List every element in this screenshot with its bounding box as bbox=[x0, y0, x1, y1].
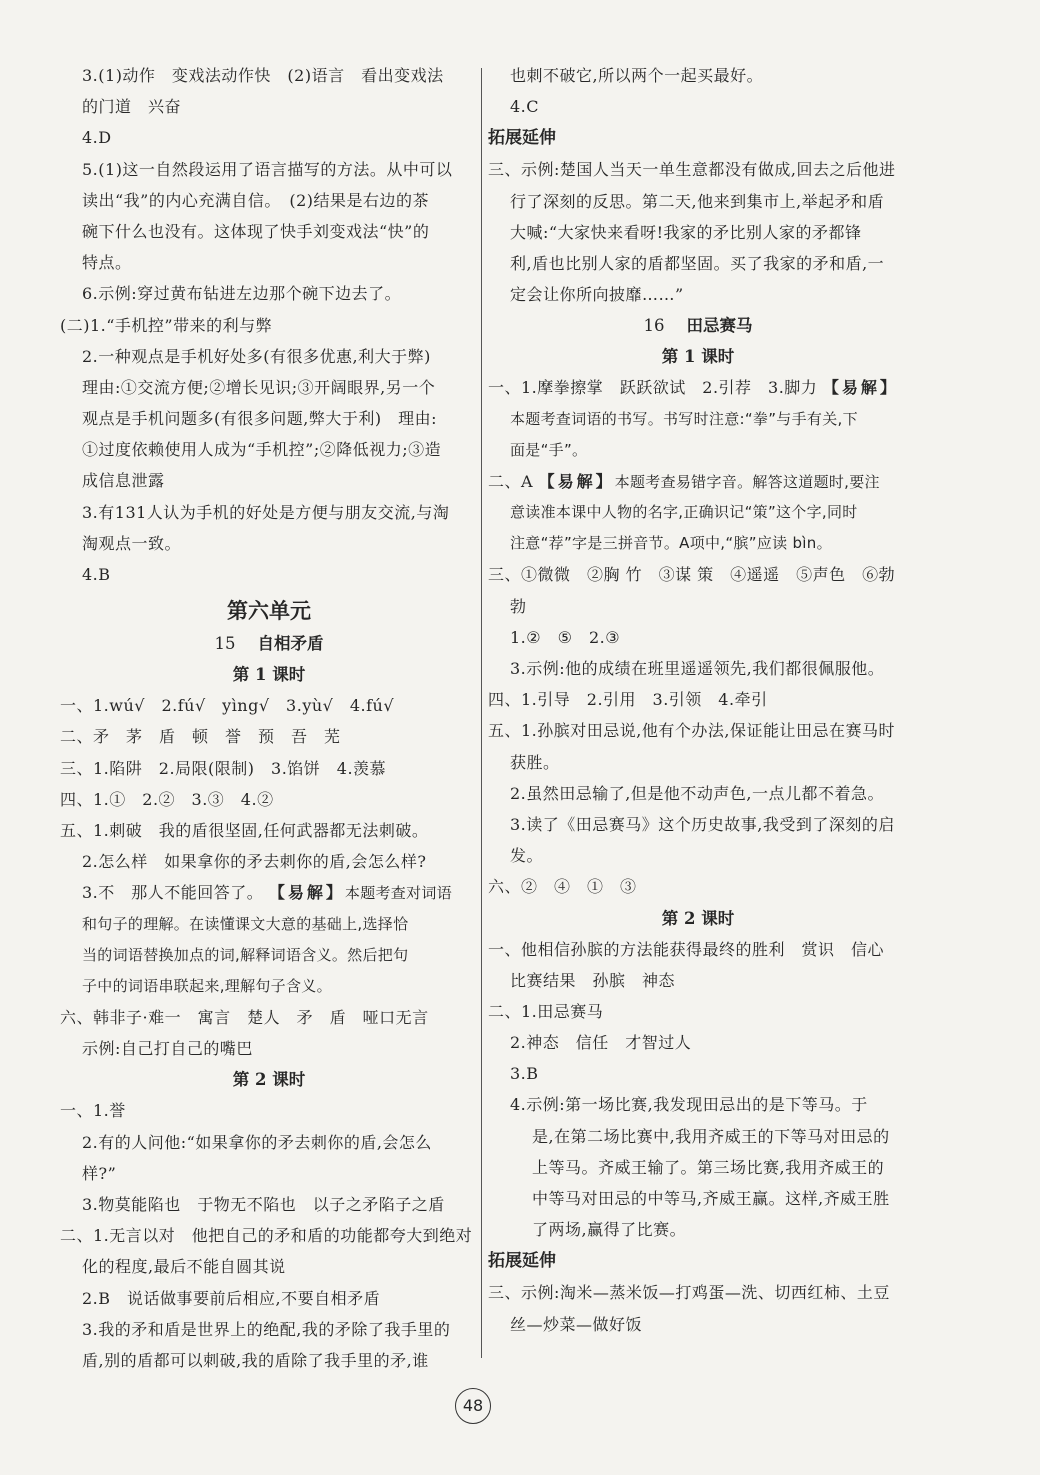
explanation-line: 面是“手”。 bbox=[510, 440, 588, 459]
answer-line: ①过度依赖使用人成为“手机控”;②降低视力;③造 bbox=[82, 440, 442, 460]
answer-line: 利,盾也比别人家的盾都坚固。买了我家的矛和盾,一 bbox=[510, 253, 885, 273]
answer-line: 六、② ④ ① ③ bbox=[488, 877, 637, 897]
answer-line: 四、1.引导 2.引用 3.引领 4.牵引 bbox=[488, 690, 768, 710]
lesson-16-number: 16 bbox=[643, 316, 665, 336]
answer-line: 五、1.刺破 我的盾很坚固,任何武器都无法刺破。 bbox=[60, 820, 429, 840]
answer-line: 一、1.wú√ 2.fú√ yìng√ 3.yù√ 4.fú√ bbox=[60, 696, 395, 716]
answer-line: 5.(1)这一自然段运用了语言描写的方法。从中可以 bbox=[82, 159, 453, 179]
answer-line: 读出“我”的内心充满自信。 (2)结果是右边的茶 bbox=[82, 190, 430, 210]
explanation-line: 意读准本课中人物的名字,正确识记“策”这个字,同时 bbox=[510, 503, 858, 522]
easy-explain-tag: 【易解】 bbox=[822, 378, 899, 398]
column-divider bbox=[481, 68, 482, 1358]
easy-explain-tag: 【易解】 bbox=[268, 883, 345, 903]
answer-text: 二、A bbox=[488, 471, 534, 491]
explanation-line: 当的词语替换加点的词,解释词语含义。然后把句 bbox=[82, 945, 409, 964]
answer-text: 3.不 那人不能回答了。 bbox=[82, 883, 264, 903]
answer-line: 样?” bbox=[82, 1163, 117, 1183]
answer-line: 三、示例:淘米—蒸米饭—打鸡蛋—洗、切西红柿、土豆 bbox=[488, 1283, 890, 1303]
answer-line: 4.C bbox=[510, 97, 540, 117]
answer-line: 大喊:“大家快来看呀!我家的矛比别人家的矛都锋 bbox=[510, 222, 862, 242]
lesson-15-period-1-answers-end bbox=[60, 1002, 478, 1064]
lesson-15-title bbox=[60, 628, 478, 659]
left-column bbox=[60, 60, 478, 1376]
answer-line: 4.示例:第一场比赛,我发现田忌出的是下等马。于 bbox=[510, 1095, 868, 1115]
answer-line: 3.有131人认为手机的好处是方便与朋友交流,与淘 bbox=[82, 502, 450, 522]
answer-line: 盾,别的盾都可以刺破,我的盾除了我手里的矛,谁 bbox=[82, 1350, 429, 1370]
lesson-16-period-1-answers bbox=[488, 559, 908, 902]
answer-line: 观点是手机问题多(有很多问题,弊大于利) 理由: bbox=[82, 409, 437, 429]
extension-answers bbox=[488, 154, 908, 310]
lesson-15-period-1-answers bbox=[60, 690, 478, 877]
answer-line: 行了深刻的反思。第二天,他来到集市上,举起矛和盾 bbox=[510, 191, 885, 211]
extension-heading: 拓展延伸 bbox=[488, 1251, 556, 1272]
answer-line: 2.一种观点是手机好处多(有很多优惠,利大于弊) bbox=[82, 346, 431, 366]
answer-line: 2.B 说话做事要前后相应,不要自相矛盾 bbox=[82, 1288, 381, 1308]
answer-line: 上等马。齐威王输了。第三场比赛,我用齐威王的 bbox=[532, 1157, 885, 1177]
answer-line: 三、示例:楚国人当天一单生意都没有做成,回去之后他进 bbox=[488, 160, 896, 180]
answer-line: 三、1.陷阱 2.局限(限制) 3.馅饼 4.羡慕 bbox=[60, 758, 387, 778]
extension-heading: 拓展延伸 bbox=[488, 128, 556, 149]
answer-line: 示例:自己打自己的嘴巴 bbox=[82, 1039, 253, 1059]
answer-line: 获胜。 bbox=[510, 752, 560, 772]
answer-line: 勃 bbox=[510, 596, 527, 616]
right-column bbox=[488, 60, 908, 1340]
answer-line: 发。 bbox=[510, 846, 544, 866]
lesson-16-period-1: 第 1 课时 bbox=[661, 347, 735, 367]
lesson-16-title bbox=[488, 310, 908, 341]
answer-line: 的门道 兴奋 bbox=[82, 97, 182, 117]
answer-line: 2.有的人问他:“如果拿你的矛去刺你的盾,会怎么 bbox=[82, 1132, 432, 1152]
answer-line: 3.我的矛和盾是世界上的绝配,我的矛除了我手里的 bbox=[82, 1319, 451, 1339]
answer-line: 丝—炒菜—做好饭 bbox=[510, 1314, 643, 1334]
explanation-text: 本题考查易错字音。解答这道题时,要注 bbox=[614, 472, 880, 491]
answer-line: 一、1.誉 bbox=[60, 1101, 126, 1121]
answer-line: 4.D bbox=[82, 128, 112, 148]
answer-line: 了两场,赢得了比赛。 bbox=[532, 1220, 687, 1240]
answer-line: 碗下什么也没有。这体现了快手刘变戏法“快”的 bbox=[82, 221, 430, 241]
left-answers-block bbox=[60, 60, 478, 590]
answer-line bbox=[488, 466, 908, 497]
answer-line: 二、1.田忌赛马 bbox=[488, 1001, 604, 1021]
answer-text: 一、1.摩拳擦掌 跃跃欲试 2.引荐 3.脚力 bbox=[488, 378, 818, 398]
lesson-16-period-2: 第 2 课时 bbox=[661, 908, 735, 928]
answer-line: 3.(1)动作 变戏法动作快 (2)语言 看出变戏法 bbox=[82, 66, 444, 85]
answer-line: 理由:①交流方便;②增长见识;③开阔眼界,另一个 bbox=[82, 377, 436, 397]
answer-line: 也刺不破它,所以两个一起买最好。 bbox=[510, 66, 764, 85]
answer-line: 3.读了《田忌赛马》这个历史故事,我受到了深刻的启 bbox=[510, 814, 895, 834]
explanation-line: 注意“荐”字是三拼音节。A项中,“膑”应读 bìn。 bbox=[510, 534, 832, 553]
page-number: 48 bbox=[455, 1388, 491, 1424]
answer-line: 1.② ⑤ 2.③ bbox=[510, 627, 621, 647]
answer-line: 3.示例:他的成绩在班里遥遥领先,我们都很佩服他。 bbox=[510, 659, 885, 678]
answer-line: 2.怎么样 如果拿你的矛去刺你的盾,会怎么样? bbox=[82, 852, 427, 872]
answer-line: 一、他相信孙膑的方法能获得最终的胜利 赏识 信心 bbox=[488, 939, 885, 959]
explanation-line: 本题考查词语的书写。书写时注意:“拳”与手有关,下 bbox=[510, 409, 858, 428]
answer-line: 2.神态 信任 才智过人 bbox=[510, 1033, 692, 1053]
answer-line: 中等马对田忌的中等马,齐威王赢。这样,齐威王胜 bbox=[532, 1189, 890, 1208]
lesson-15-period-1: 第 1 课时 bbox=[232, 665, 306, 685]
answer-line: 六、韩非子·难一 寓言 楚人 矛 盾 哑口无言 bbox=[60, 1008, 429, 1028]
answer-line: 成信息泄露 bbox=[82, 471, 165, 491]
answer-line: 特点。 bbox=[82, 253, 132, 273]
answer-line: 3.物莫能陷也 于物无不陷也 以子之矛陷子之盾 bbox=[82, 1195, 445, 1214]
lesson-15-period-2: 第 2 课时 bbox=[232, 1070, 306, 1090]
easy-explain-tag: 【易解】 bbox=[538, 471, 615, 491]
answer-line: (二)1.“手机控”带来的利与弊 bbox=[60, 315, 273, 335]
lesson-16-name: 田忌赛马 bbox=[686, 316, 753, 336]
right-top-answers bbox=[488, 60, 908, 122]
lesson-16-period-2-answers bbox=[488, 934, 908, 1246]
answer-line: 2.虽然田忌输了,但是他不动声色,一点儿都不着急。 bbox=[510, 783, 884, 803]
unit-title: 第六单元 bbox=[227, 598, 311, 624]
lesson-15-name: 自相矛盾 bbox=[257, 634, 324, 654]
answer-line: 6.示例:穿过黄布钻进左边那个碗下边去了。 bbox=[82, 284, 402, 304]
answer-line: 淘观点一致。 bbox=[82, 533, 182, 553]
extension-answers bbox=[488, 1277, 908, 1339]
answer-line: 三、①微微 ②胸 竹 ③谋 策 ④遥遥 ⑤声色 ⑥勃 bbox=[488, 565, 896, 585]
answer-line: 五、1.孙膑对田忌说,他有个办法,保证能让田忌在赛马时 bbox=[488, 721, 895, 741]
answer-line: 化的程度,最后不能自圆其说 bbox=[82, 1257, 286, 1277]
explanation-line: 子中的词语串联起来,理解句子含义。 bbox=[82, 976, 332, 995]
answer-line bbox=[60, 877, 478, 908]
explanation-line: 和句子的理解。在读懂课文大意的基础上,选择恰 bbox=[82, 914, 409, 933]
lesson-15-period-2-answers bbox=[60, 1095, 478, 1376]
explanation-text: 本题考查对词语 bbox=[344, 884, 452, 903]
answer-line: 比赛结果 孙膑 神态 bbox=[510, 970, 676, 990]
answer-line: 3.B bbox=[510, 1064, 539, 1084]
answer-line: 四、1.① 2.② 3.③ 4.② bbox=[60, 789, 274, 809]
answer-line: 二、1.无言以对 他把自己的矛和盾的功能都夸大到绝对 bbox=[60, 1226, 473, 1246]
lesson-15-number: 15 bbox=[214, 634, 236, 654]
answer-line: 4.B bbox=[82, 565, 111, 584]
answer-line: 二、矛 茅 盾 顿 誉 预 吾 芜 bbox=[60, 727, 341, 747]
answer-line bbox=[488, 372, 908, 403]
answer-line: 是,在第二场比赛中,我用齐威王的下等马对田忌的 bbox=[532, 1126, 890, 1146]
answer-line: 定会让你所向披靡……” bbox=[510, 285, 684, 305]
